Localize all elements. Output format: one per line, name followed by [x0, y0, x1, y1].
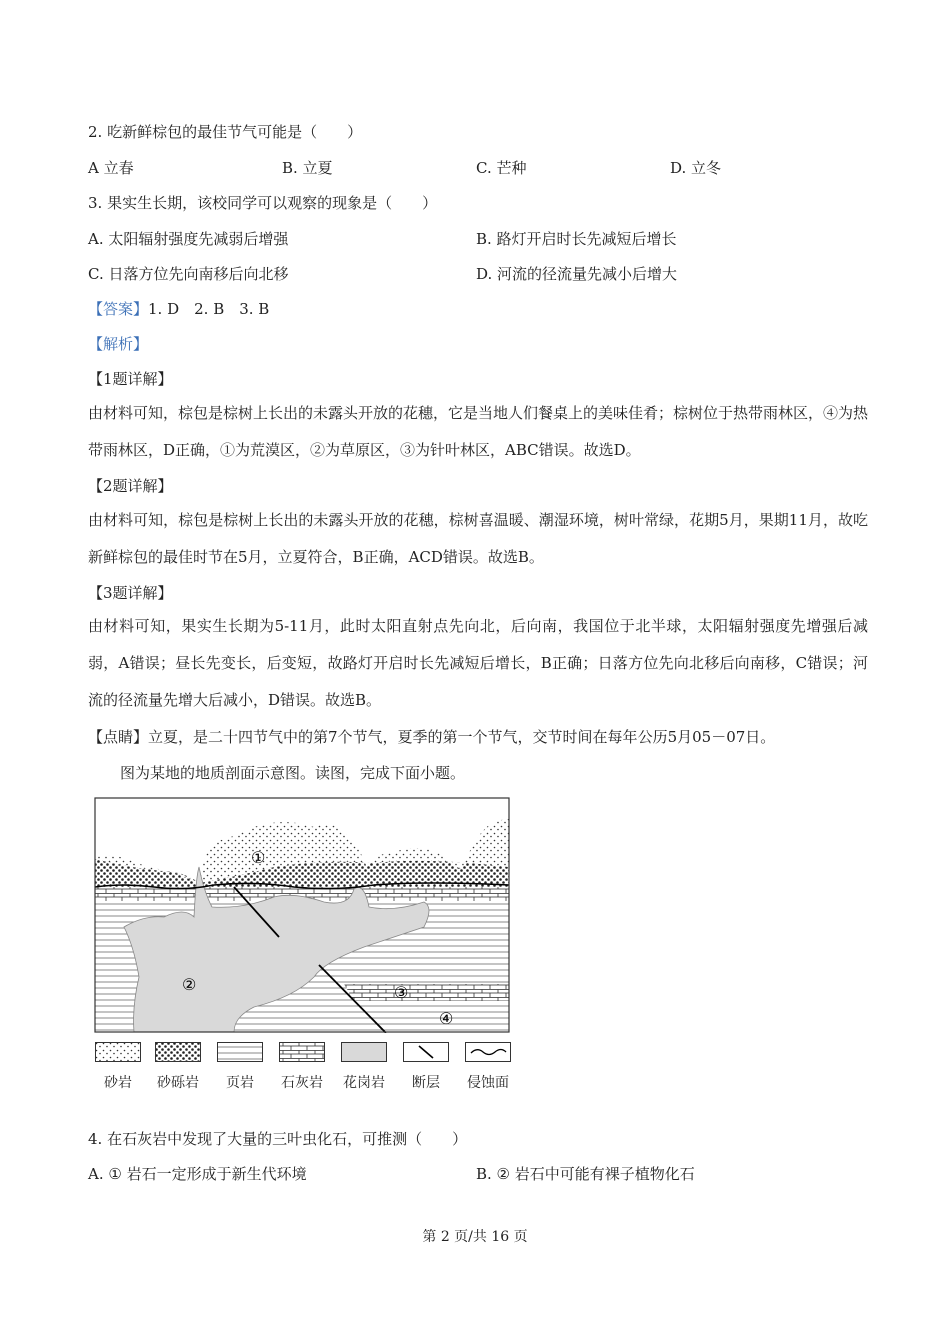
limestone-layer-lower — [344, 984, 509, 1001]
q4-option-b: B. ② 岩石中可能有裸子植物化石 — [476, 1165, 695, 1183]
legend-sandstone — [94, 1042, 142, 1092]
marker-1: ① — [251, 848, 266, 867]
legend-shale-label: 页岩 — [226, 1075, 254, 1091]
q2-option-b: B. 立夏 — [282, 159, 333, 177]
answer-text: 1. D 2. B 3. B — [148, 300, 270, 318]
q4-option-a: A. ① 岩石一定形成于新生代环境 — [88, 1165, 307, 1183]
q3-option-c: C. 日落方位先向南移后向北移 — [88, 265, 289, 283]
question-4-stem: 4. 在石灰岩中发现了大量的三叶虫化石，可推测（ ） — [88, 1130, 468, 1148]
detail-1-text: 由材料可知，棕包是棕树上长出的未露头开放的花穗，它是当地人们餐桌上的美味佳肴；棕树位于热带雨林区，④为热带雨林区，D正确，①为荒漠区，②为草原区，③为针叶林区，ABC错误。故选D。 — [88, 404, 869, 459]
legend-shale — [216, 1042, 264, 1092]
analysis-label: 【解析】 — [88, 335, 149, 353]
detail-3-heading: 【3题详解】 — [88, 584, 173, 602]
page-number: 第 2 页/共 16 页 — [422, 1229, 528, 1245]
detail-2-text: 由材料可知，棕包是棕树上长出的未露头开放的花穗，棕树喜温暖、潮湿环境，树叶常绿，花期5月，果期11月，故吃新鲜棕包的最佳时节在5月，立夏符合，B正确，ACD错误。故选B。 — [88, 511, 868, 566]
legend-fault — [402, 1042, 450, 1092]
detail-1-heading: 【1题详解】 — [88, 370, 173, 388]
answer-label: 【答案】 — [88, 300, 149, 318]
marker-2: ② — [182, 975, 197, 994]
legend-granite-swatch — [341, 1042, 387, 1062]
legend-erosion-surface-swatch — [465, 1042, 511, 1062]
legend-conglomerate-swatch — [155, 1042, 201, 1062]
marker-3: ③ — [394, 983, 409, 1002]
figure-legend — [94, 1042, 514, 1092]
tip-text: 立夏，是二十四节气中的第7个节气，夏季的第一个节气，交节时间在每年公历5月05－07日。 — [148, 728, 776, 746]
answer-line — [88, 299, 269, 319]
legend-limestone-swatch — [279, 1042, 325, 1062]
legend-conglomerate — [154, 1042, 202, 1092]
legend-shale-swatch — [217, 1042, 263, 1062]
q3-option-a: A. 太阳辐射强度先减弱后增强 — [88, 230, 289, 248]
legend-fault-label: 断层 — [412, 1075, 440, 1091]
legend-erosion-surface — [464, 1042, 512, 1092]
tip-label: 【点睛】 — [88, 728, 149, 746]
legend-sandstone-swatch — [95, 1042, 141, 1062]
question-3-stem: 3. 果实生长期，该校同学可以观察的现象是（ ） — [88, 194, 438, 212]
q3-option-b: B. 路灯开启时长先减短后增长 — [476, 230, 677, 248]
legend-conglomerate-label: 砂砾岩 — [157, 1075, 199, 1091]
legend-erosion-surface-label: 侵蚀面 — [467, 1075, 509, 1091]
legend-granite-label: 花岗岩 — [343, 1075, 385, 1091]
q2-option-c: C. 芒种 — [476, 159, 527, 177]
geologic-section-svg — [94, 797, 510, 1033]
detail-2-heading: 【2题详解】 — [88, 477, 173, 495]
detail-3-text: 由材料可知，果实生长期为5-11月，此时太阳直射点先向北，后向南，我国位于北半球，太阳辐射强度先增强后减弱，A错误；昼长先变长，后变短，故路灯开启时长先减短后增长，B正确；日落方位先向北移后向南移，C错误；河流的径流量先增大后减小，D错误。故选B。 — [88, 617, 868, 709]
legend-sandstone-label: 砂岩 — [104, 1075, 132, 1091]
marker-4: ④ — [439, 1009, 454, 1028]
q2-option-a: A 立春 — [88, 159, 134, 177]
geologic-section-figure — [94, 797, 510, 1033]
q3-option-d: D. 河流的径流量先减小后增大 — [476, 265, 678, 283]
tip-line — [88, 727, 775, 747]
legend-limestone-label: 石灰岩 — [281, 1075, 323, 1091]
figure-intro: 图为某地的地质剖面示意图。读图，完成下面小题。 — [120, 764, 466, 782]
q2-option-d: D. 立冬 — [670, 159, 722, 177]
legend-fault-swatch — [403, 1042, 449, 1062]
legend-granite — [340, 1042, 388, 1092]
legend-limestone — [278, 1042, 326, 1092]
question-2-stem: 2. 吃新鲜棕包的最佳节气可能是（ ） — [88, 123, 363, 141]
